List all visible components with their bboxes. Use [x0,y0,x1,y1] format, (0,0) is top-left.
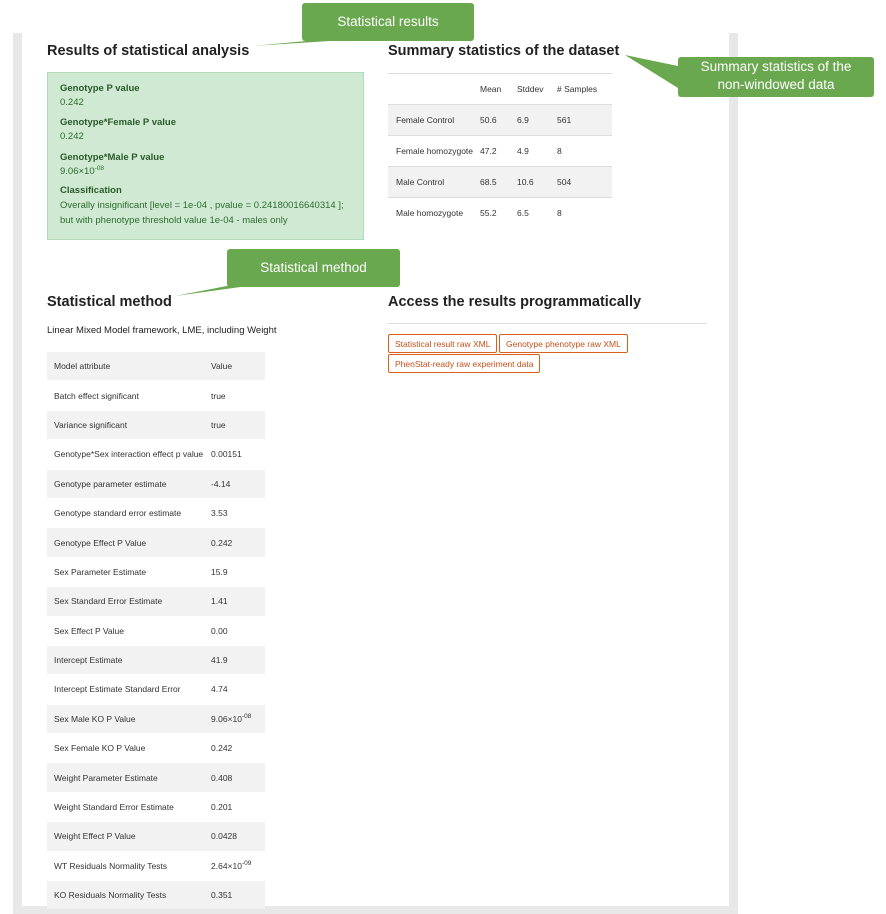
summary-group-cell: Female homozygote [388,136,479,167]
model-value-cell [211,557,265,586]
access-heading: Access the results programmatically [388,294,642,310]
model-row [47,881,265,910]
summary-group-cell: Male homozygote [388,198,479,229]
summary-samples-cell: 561 [556,105,612,136]
callout-statistical-results: Statistical results [302,3,474,41]
model-value-cell [211,851,265,880]
model-value-text: 0.242 [211,743,233,754]
model-attribute-cell: Sex Parameter Estimate [47,557,211,586]
summary-mean-cell: 55.2 [479,198,516,229]
model-value-cell [211,675,265,704]
phenstat-raw-data-button[interactable]: PhenStat-ready raw experiment data [388,354,540,373]
model-value-text: 3.53 [211,508,228,519]
summary-col-stddev: Stddev [516,74,556,105]
summary-col-mean: Mean [479,74,516,105]
classification-label: Classification [60,185,122,196]
model-row [47,763,265,792]
summary-stddev-cell: 4.9 [516,136,556,167]
model-value-text: 0.0428 [211,831,237,842]
model-attribute-cell: Sex Male KO P Value [47,704,211,733]
method-description: Linear Mixed Model framework, LME, including Weight [47,325,277,336]
model-attribute-cell: Genotype Effect P Value [47,528,211,557]
model-value-text: 9.06×10 [211,713,242,724]
results-heading: Results of statistical analysis [47,43,250,59]
results-box [47,72,364,240]
callout-statistical-method: Statistical method [227,249,400,287]
model-value-cell [211,616,265,645]
summary-mean-cell: 68.5 [479,167,516,198]
genotype-phenotype-xml-button[interactable]: Genotype phenotype raw XML [499,334,628,353]
model-value-exponent: -08 [241,713,252,721]
summary-stddev-cell: 10.6 [516,167,556,198]
model-value-text: 0.00 [211,625,228,636]
model-value-cell [211,881,265,910]
summary-mean-cell: 47.2 [479,136,516,167]
genotype-p-label: Genotype P value [60,83,140,94]
summary-col-samples: # Samples [556,74,612,105]
model-row [47,557,265,586]
model-value-cell [211,440,265,469]
summary-header-row [388,74,612,105]
genotype-p-value: 0.242 [60,97,84,108]
summary-samples-cell: 8 [556,136,612,167]
summary-stddev-cell: 6.5 [516,198,556,229]
statistical-result-xml-button[interactable]: Statistical result raw XML [388,334,497,353]
summary-heading: Summary statistics of the dataset [388,43,620,59]
model-row [47,704,265,733]
model-row [47,734,265,763]
model-row [47,792,265,821]
model-value-text: true [211,419,226,430]
model-header-attribute: Model attribute [47,352,211,381]
model-value-text: 15.9 [211,566,228,577]
model-attribute-cell: Weight Effect P Value [47,822,211,851]
model-value-exponent: -09 [241,860,252,867]
method-heading: Statistical method [47,294,172,310]
model-row [47,410,265,439]
model-attribute-cell: Intercept Estimate Standard Error [47,675,211,704]
model-value-text: 1.41 [211,596,228,607]
model-row [47,616,265,645]
female-p-value: 0.242 [60,131,84,142]
model-attribute-cell: Sex Female KO P Value [47,734,211,763]
model-value-cell [211,792,265,821]
female-p-label: Genotype*Female P value [60,117,176,128]
summary-mean-cell: 50.6 [479,105,516,136]
model-value-cell [211,381,265,410]
model-attribute-cell: WT Residuals Normality Tests [47,851,211,880]
model-value-cell [211,704,265,733]
model-attribute-cell: Intercept Estimate [47,645,211,674]
model-attribute-cell: Variance significant [47,410,211,439]
model-row [47,469,265,498]
model-attribute-cell: Genotype standard error estimate [47,498,211,527]
model-value-text: 0.00151 [211,449,242,460]
model-attribute-cell: KO Residuals Normality Tests [47,881,211,910]
model-header-value: Value [211,352,265,381]
model-attribute-cell: Sex Effect P Value [47,616,211,645]
model-value-text: 4.74 [211,684,228,695]
model-value-text: 0.351 [211,890,233,901]
callout-summary-line-1: Summary statistics of the [700,59,852,74]
model-value-cell [211,734,265,763]
male-p-value: $9.06\times 10^{-08}$ [60,164,105,177]
model-value-cell [211,410,265,439]
model-value-text: 0.201 [211,802,233,813]
access-divider [388,323,706,324]
model-value-cell [211,645,265,674]
model-value-cell [211,822,265,851]
model-attribute-cell: Genotype*Sex interaction effect p value [47,440,211,469]
classification-line-1: Overally insignificant [level = 1e-04 , pvalue = 0.24180016640314 ]; [60,200,344,211]
model-value-text: 2.64×10 [211,860,242,871]
model-row [47,498,265,527]
model-value-cell [211,498,265,527]
model-value-cell [211,587,265,616]
summary-row [388,198,612,229]
summary-group-cell: Female Control [388,105,479,136]
model-value-text: 41.9 [211,655,228,666]
model-value-cell [211,763,265,792]
model-attribute-cell: Weight Standard Error Estimate [47,792,211,821]
model-row [47,440,265,469]
model-value-cell [211,528,265,557]
model-value-text: 0.408 [211,772,233,783]
summary-samples-cell: 8 [556,198,612,229]
model-row [47,528,265,557]
model-table [47,351,265,909]
summary-row [388,105,612,136]
model-value-text: 0.242 [211,537,233,548]
model-row [47,822,265,851]
summary-samples-cell: 504 [556,167,612,198]
summary-group-cell: Male Control [388,167,479,198]
callout-summary-statistics [678,57,874,97]
model-value-text: true [211,390,226,401]
model-attribute-cell: Genotype parameter estimate [47,469,211,498]
model-value-text: -4.14 [211,478,231,489]
male-p-label: Genotype*Male P value [60,152,165,163]
summary-stddev-cell: 6.9 [516,105,556,136]
model-row [47,851,265,880]
summary-row [388,167,612,198]
model-attribute-cell: Weight Parameter Estimate [47,763,211,792]
summary-col-group [388,74,479,105]
summary-table [388,73,612,228]
classification-line-2: but with phenotype threshold value 1e-04 - males only [60,215,288,226]
model-row [47,675,265,704]
model-attribute-cell: Sex Standard Error Estimate [47,587,211,616]
model-attribute-cell: Batch effect significant [47,381,211,410]
model-row [47,645,265,674]
model-row [47,381,265,410]
model-value-cell [211,469,265,498]
summary-row [388,136,612,167]
model-header-row [47,352,265,381]
model-row [47,587,265,616]
callout-summary-line-2: non-windowed data [717,77,835,92]
